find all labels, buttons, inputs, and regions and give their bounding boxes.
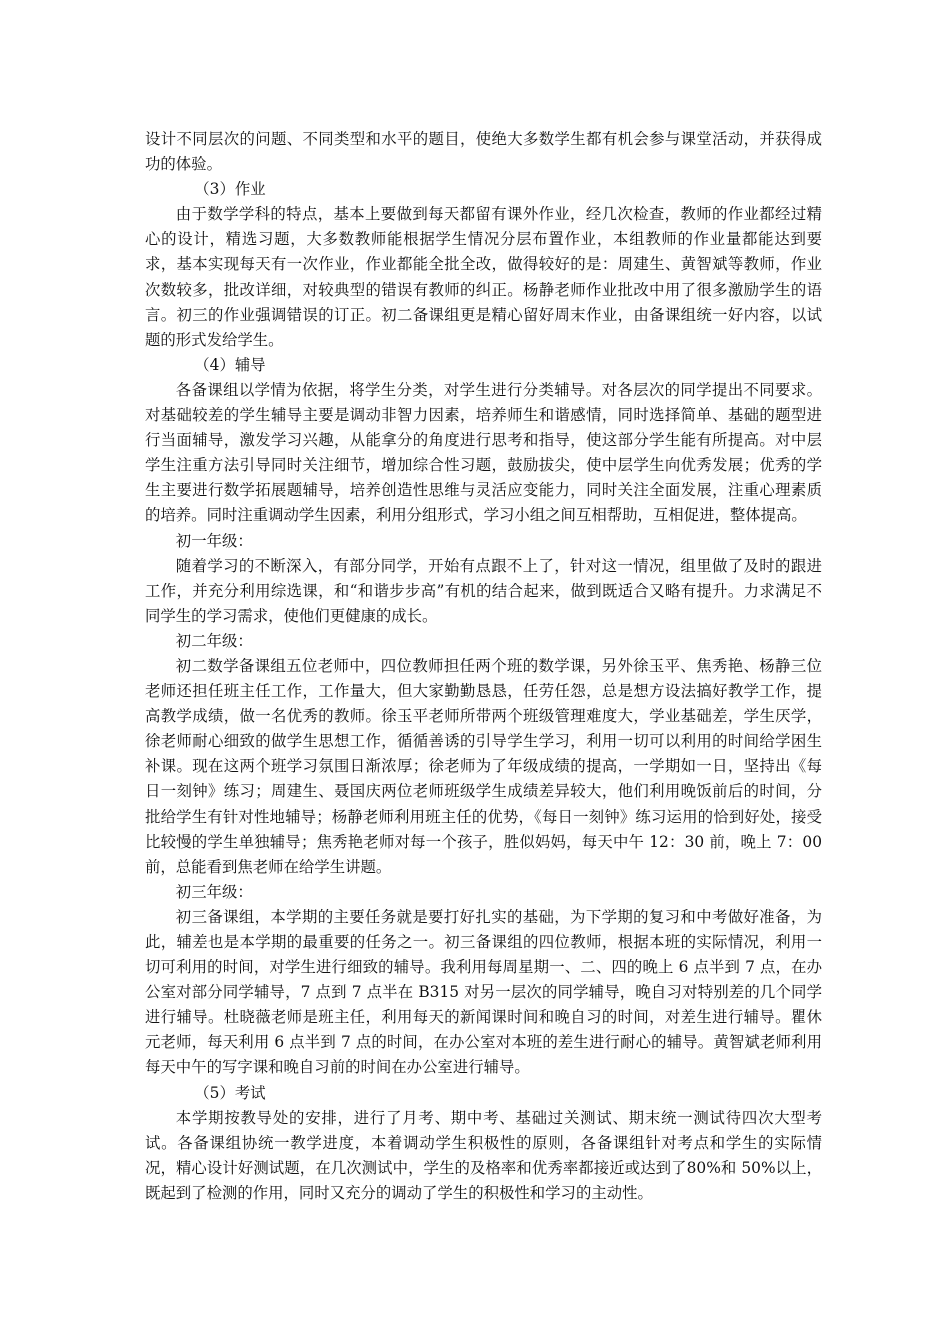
document-body	[145, 127, 822, 1206]
heading-grade-7: 初一年级：	[175, 531, 253, 550]
heading-tutoring: （4）辅导	[194, 355, 266, 374]
heading-grade-8: 初二年级：	[175, 631, 253, 650]
heading-exams: （5）考试	[194, 1083, 266, 1102]
paragraph-grade-7: 随着学习的不断深入，有部分同学，开始有点跟不上了，针对这一情况，组里做了及时的跟进工作，并充分利用综选课，和“和谐步步高”有机的结合起来，做到既适合又略有提升。力求满足不同学生的学习需求，使他们更健康的成长。	[145, 556, 822, 625]
paragraph-tutoring: 各备课组以学情为依据，将学生分类，对学生进行分类辅导。对各层次的同学提出不同要求。对基础较差的学生辅导主要是调动非智力因素，培养师生和谐感情，同时选择简单、基础的题型进行当面辅导，激发学习兴趣，从能拿分的角度进行思考和指导，使这部分学生能有所提高。对中层学生注重方法引导同时关注细节，增加综合性习题，鼓励拔尖，使中层学生向优秀发展；优秀的学生主要进行数学拓展题辅导，培养创造性思维与灵活应变能力，同时关注全面发展，注重心理素质的培养。同时注重调动学生因素，利用分组形式，学习小组之间互相帮助，互相促进，整体提高。	[145, 380, 822, 525]
paragraph-grade-9: 初三备课组，本学期的主要任务就是要打好扎实的基础，为下学期的复习和中考做好准备，为此，辅差也是本学期的最重要的任务之一。初三备课组的四位教师，根据本班的实际情况，利用一切可利用的时间，对学生进行细致的辅导。我利用每周星期一、二、四的晚上 6 点半到 7 点，在办公室对部分同学辅导，7 点到 7 点半在 B315 对另一层次的同学辅导，晚自习对特别差的几个同学进行辅导。杜晓薇老师是班主任，利用每天的新闻课时间和晚自习的时间，对差生进行辅导。瞿休元老师，每天利用 6 点半到 7 点的时间，在办公室对本班的差生进行耐心的辅导。黄智斌老师利用每天中午的写字课和晚自习前的时间在办公室进行辅导。	[145, 907, 822, 1077]
paragraph-grade-8: 初二数学备课组五位老师中，四位教师担任两个班的数学课，另外徐玉平、焦秀艳、杨静三位老师还担任班主任工作，工作量大，但大家勤勤恳恳，任劳任怨，总是想方设法搞好教学工作，提高教学成绩，做一名优秀的教师。徐玉平老师所带两个班级管理难度大，学业基础差，学生厌学，徐老师耐心细致的做学生思想工作，循循善诱的引导学生学习，利用一切可以利用的时间给学困生补课。现在这两个班学习氛围日渐浓厚；徐老师为了年级成绩的提高，一学期如一日，坚持出《每日一刻钟》练习；周建生、聂国庆两位老师班级学生成绩差异较大，他们利用晚饭前后的时间，分批给学生有针对性地辅导；杨静老师利用班主任的优势，《每日一刻钟》练习运用的恰到好处，接受比较慢的学生单独辅导；焦秀艳老师对每一个孩子，胜似妈妈，每天中午 12：30 前，晚上 7：00 前，总能看到焦老师在给学生讲题。	[145, 656, 822, 876]
paragraph-exams: 本学期按教导处的安排，进行了月考、期中考、基础过关测试、期末统一测试待四次大型考试。各备课组协统一教学进度，本着调动学生积极性的原则，各备课组针对考点和学生的实际情况，精心设计好测试题，在几次测试中，学生的及格率和优秀率都接近或达到了80%和 50%以上，既起到了检测的作用，同时又充分的调动了学生的积极性和学习的主动性。	[145, 1108, 822, 1202]
paragraph-intro-continuation: 设计不同层次的问题、不同类型和水平的题目，使绝大多数学生都有机会参与课堂活动，并获得成功的体验。	[145, 130, 822, 174]
heading-grade-9: 初三年级：	[175, 882, 253, 901]
heading-homework: （3）作业	[194, 180, 266, 199]
paragraph-homework: 由于数学学科的特点，基本上要做到每天都留有课外作业，经几次检查，教师的作业都经过精心的设计，精选习题，大多数教师能根据学生情况分层布置作业，本组教师的作业量都能达到要求，基本实现每天有一次作业，作业都能全批全改，做得较好的是：周建生、黄智斌等教师，作业次数较多，批改详细，对较典型的错误有教师的纠正。杨静老师作业批改中用了很多激励学生的语言。初三的作业强调错误的订正。初二备课组更是精心留好周末作业，由备课组统一好内容，以试题的形式发给学生。	[145, 205, 822, 349]
